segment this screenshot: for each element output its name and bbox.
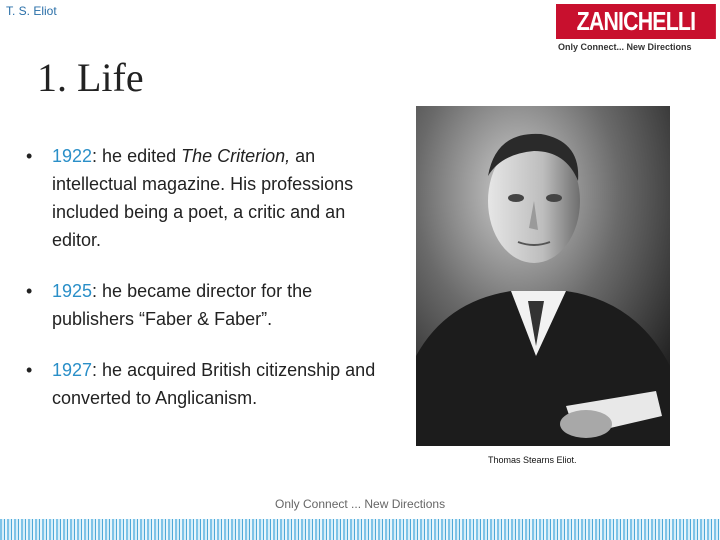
bullet-text: : he edited (92, 146, 182, 166)
bullet-text: : he became director for the publishers “Faber & Faber”. (52, 281, 313, 329)
publisher-logo (556, 4, 716, 54)
bullet-text: an intellectual magazine. His professions included being a poet, a critic and an editor. (52, 146, 354, 250)
portrait-photo (416, 106, 670, 446)
bullet-year: 1922 (52, 146, 93, 166)
logo-tagline: Only Connect... New Directions (558, 42, 692, 52)
bullet-item (22, 142, 382, 254)
bullet-dot: • (26, 281, 33, 301)
header-label: T. S. Eliot (6, 4, 57, 18)
bullet-dot: • (26, 146, 33, 166)
bullet-year: 1925 (52, 281, 93, 301)
footer-bar (0, 519, 720, 540)
photo-caption: Thomas Stearns Eliot. (488, 455, 577, 465)
bullet-list (22, 142, 382, 435)
bullet-dot: • (26, 360, 33, 380)
logo-brand: ZANICHELLI (556, 4, 716, 39)
footer-text: Only Connect ... New Directions (275, 497, 446, 511)
portrait-illustration (416, 106, 670, 446)
bullet-italic: The Criterion, (181, 146, 291, 166)
bullet-text: : he acquired British citizenship and converted to Anglicanism. (52, 360, 376, 408)
slide-title: 1. Life (37, 55, 144, 100)
bullet-item (22, 356, 382, 412)
bullet-year: 1927 (52, 360, 93, 380)
bullet-item (22, 277, 382, 333)
